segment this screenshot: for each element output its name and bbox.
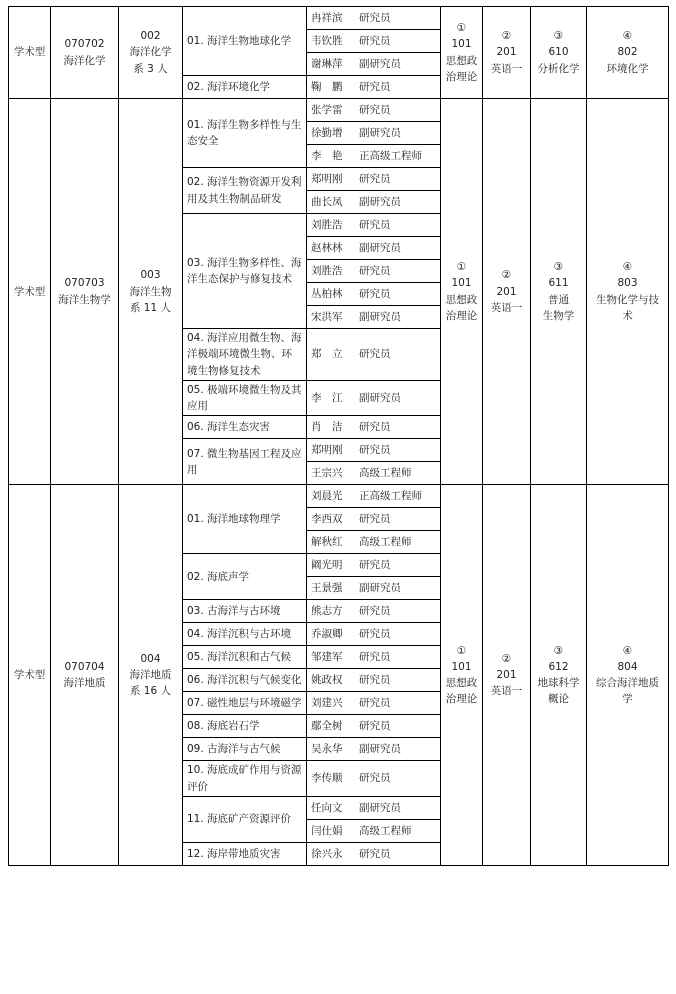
exam-subject-line: 804 — [617, 660, 638, 673]
exam-subject-line: ③ — [553, 261, 564, 274]
exam-subject-cell — [587, 99, 669, 485]
supervisor-cell — [307, 439, 441, 462]
supervisor-cell — [307, 577, 441, 600]
supervisor-cell — [307, 462, 441, 485]
exam-subject-stack — [591, 259, 664, 324]
exam-subject-line: 612 — [548, 660, 569, 673]
supervisor-cell — [307, 30, 441, 53]
supervisor-entry — [311, 488, 436, 504]
supervisor-title: 研究员 — [359, 11, 391, 24]
exam-subject-stack — [445, 20, 478, 85]
exam-subject-line: 802 — [617, 46, 638, 59]
supervisor-title: 研究员 — [359, 697, 391, 710]
supervisor-name: 阚光明 — [311, 559, 343, 572]
exam-subject-line: 环境化学 — [606, 62, 649, 75]
supervisor-name: 赵林林 — [311, 241, 343, 254]
supervisor-title: 副研究员 — [359, 743, 401, 756]
supervisor-entry — [311, 442, 436, 458]
department-line: 003 — [140, 269, 161, 282]
department-line: 系 16 人 — [129, 685, 172, 698]
supervisor-cell — [307, 191, 441, 214]
exam-subject-line: 英语一 — [490, 301, 523, 314]
supervisor-name: 任向文 — [311, 801, 343, 814]
supervisor-cell — [307, 669, 441, 692]
supervisor-name: 熊志方 — [311, 605, 343, 618]
table-row — [9, 99, 669, 122]
supervisor-entry — [311, 557, 436, 573]
supervisor-title: 副研究员 — [359, 310, 401, 323]
research-direction: 10. 海底成矿作用与资源评价 — [183, 761, 307, 797]
exam-subject-line: 201 — [496, 46, 517, 59]
department-line: 系 11 人 — [129, 301, 172, 314]
supervisor-entry — [311, 603, 436, 619]
supervisor-title: 研究员 — [359, 264, 391, 277]
supervisor-title: 研究员 — [359, 287, 391, 300]
exam-subject-line: 思想政 — [445, 54, 478, 67]
research-direction: 04. 海洋沉积与古环境 — [183, 623, 307, 646]
exam-subject-stack — [445, 643, 478, 708]
exam-subject-line: 201 — [496, 668, 517, 681]
supervisor-entry — [311, 240, 436, 256]
program-code-cell — [51, 7, 119, 99]
department-line: 海洋生物 — [129, 285, 172, 298]
program-code: 070704 — [64, 660, 105, 673]
exam-subject-line: 生物学 — [542, 309, 575, 322]
exam-subject-line: ④ — [622, 644, 633, 657]
supervisor-title: 高级工程师 — [359, 467, 412, 480]
exam-subject-line: 803 — [617, 277, 638, 290]
research-direction: 02. 海底声学 — [183, 554, 307, 600]
supervisor-name: 李 江 — [311, 391, 343, 404]
exam-subject-cell — [531, 485, 587, 866]
exam-subject-stack — [487, 267, 526, 316]
supervisor-name: 姚政权 — [311, 674, 343, 687]
research-direction: 02. 海洋环境化学 — [183, 76, 307, 99]
supervisor-entry — [311, 125, 436, 141]
supervisor-title: 研究员 — [359, 605, 391, 618]
supervisor-name: 李传顺 — [311, 772, 343, 785]
supervisor-cell — [307, 168, 441, 191]
research-direction: 03. 古海洋与古环境 — [183, 600, 307, 623]
supervisor-entry — [311, 263, 436, 279]
supervisor-entry — [311, 390, 436, 406]
exam-subject-stack — [535, 643, 582, 708]
supervisor-name: 王景强 — [311, 582, 343, 595]
research-direction: 06. 海洋生态灾害 — [183, 416, 307, 439]
admissions-table — [8, 6, 669, 866]
exam-subject-stack — [445, 259, 478, 324]
research-direction: 07. 磁性地层与环境磁学 — [183, 692, 307, 715]
supervisor-name: 谢琳萍 — [311, 57, 343, 70]
supervisor-name: 闫仕娟 — [311, 824, 343, 837]
exam-subject-line: ① — [456, 261, 467, 274]
department-line: 002 — [140, 30, 161, 43]
supervisor-title: 研究员 — [359, 720, 391, 733]
table-row — [9, 7, 669, 30]
supervisor-entry — [311, 741, 436, 757]
supervisor-cell — [307, 122, 441, 145]
program-major: 海洋生物学 — [58, 293, 111, 306]
supervisor-title: 正高级工程师 — [359, 149, 422, 162]
exam-subject-line: 概论 — [548, 693, 569, 706]
supervisor-entry — [311, 649, 436, 665]
supervisor-name: 徐兴永 — [311, 847, 343, 860]
supervisor-cell — [307, 7, 441, 30]
supervisor-name: 王宗兴 — [311, 467, 343, 480]
supervisor-name: 丛柏林 — [311, 287, 343, 300]
supervisor-entry — [311, 534, 436, 550]
research-direction: 02. 海洋生物资源开发利用及其生物制品研发 — [183, 168, 307, 214]
supervisor-title: 副研究员 — [359, 195, 401, 208]
exam-subject-line: ③ — [553, 30, 564, 43]
exam-subject-line: 101 — [451, 277, 472, 290]
supervisor-title: 研究员 — [359, 172, 391, 185]
exam-subject-line: 普通 — [548, 293, 569, 306]
exam-subject-cell — [441, 7, 483, 99]
supervisor-name: 肖 洁 — [311, 421, 343, 434]
supervisor-title: 研究员 — [359, 103, 391, 116]
supervisor-entry — [311, 217, 436, 233]
exam-subject-cell — [587, 485, 669, 866]
exam-subject-line: 综合海洋地质 — [596, 677, 659, 690]
supervisor-name: 吴永华 — [311, 743, 343, 756]
supervisor-title: 高级工程师 — [359, 824, 412, 837]
supervisor-cell — [307, 508, 441, 531]
supervisor-title: 研究员 — [359, 218, 391, 231]
supervisor-cell — [307, 715, 441, 738]
program-major: 海洋地质 — [63, 677, 106, 690]
exam-subject-cell — [441, 485, 483, 866]
supervisor-cell — [307, 214, 441, 237]
supervisor-entry — [311, 10, 436, 26]
supervisor-entry — [311, 79, 436, 95]
supervisor-entry — [311, 465, 436, 481]
supervisor-entry — [311, 846, 436, 862]
supervisor-cell — [307, 819, 441, 842]
exam-subject-line: 治理论 — [445, 693, 478, 706]
exam-subject-line: ② — [501, 652, 512, 665]
exam-subject-line: 思想政 — [445, 293, 478, 306]
department-cell — [119, 7, 183, 99]
supervisor-name: 徐勤增 — [311, 126, 343, 139]
supervisor-name: 李 艳 — [311, 149, 343, 162]
supervisor-name: 韦钦胜 — [311, 34, 343, 47]
research-direction: 04. 海洋应用微生物、海洋极端环境微生物、环境生物修复技术 — [183, 329, 307, 381]
exam-subject-line: 101 — [451, 660, 472, 673]
supervisor-title: 研究员 — [359, 421, 391, 434]
supervisor-name: 刘胜浩 — [311, 264, 343, 277]
department-cell — [119, 485, 183, 866]
program-code-stack — [55, 659, 114, 692]
supervisor-title: 研究员 — [359, 674, 391, 687]
research-direction: 05. 海洋沉积和古气候 — [183, 646, 307, 669]
department-line: 海洋地质 — [129, 668, 172, 681]
department-line: 海洋化学 — [129, 46, 172, 59]
research-direction: 07. 微生物基因工程及应用 — [183, 439, 307, 485]
supervisor-title: 副研究员 — [359, 582, 401, 595]
exam-subject-line: 生物化学与技 — [596, 293, 659, 306]
supervisor-title: 研究员 — [359, 628, 391, 641]
research-direction: 11. 海底矿产资源评价 — [183, 796, 307, 842]
supervisor-entry — [311, 419, 436, 435]
program-code-cell — [51, 485, 119, 866]
supervisor-cell — [307, 99, 441, 122]
research-direction: 01. 海洋地球物理学 — [183, 485, 307, 554]
research-direction: 06. 海洋沉积与气候变化 — [183, 669, 307, 692]
program-code: 070702 — [64, 38, 105, 51]
supervisor-name: 鄢全树 — [311, 720, 343, 733]
supervisor-title: 研究员 — [359, 513, 391, 526]
research-direction: 05. 极端环境微生物及其应用 — [183, 380, 307, 416]
program-code-cell — [51, 99, 119, 485]
exam-subject-line: 201 — [496, 285, 517, 298]
exam-subject-line: ③ — [553, 644, 564, 657]
supervisor-cell — [307, 761, 441, 797]
supervisor-name: 冉祥滨 — [311, 11, 343, 24]
exam-subject-line: 治理论 — [445, 70, 478, 83]
program-type-cell: 学术型 — [9, 7, 51, 99]
supervisor-name: 郑明刚 — [311, 172, 343, 185]
supervisor-cell — [307, 600, 441, 623]
supervisor-cell — [307, 237, 441, 260]
exam-subject-line: ② — [501, 30, 512, 43]
supervisor-title: 研究员 — [359, 80, 391, 93]
exam-subject-line: 地球科学 — [537, 677, 580, 690]
supervisor-title: 研究员 — [359, 34, 391, 47]
supervisor-title: 副研究员 — [359, 241, 401, 254]
exam-subject-line: 学 — [622, 693, 633, 706]
supervisor-cell — [307, 692, 441, 715]
exam-subject-line: ① — [456, 21, 467, 34]
supervisor-title: 研究员 — [359, 348, 391, 361]
supervisor-entry — [311, 770, 436, 786]
supervisor-entry — [311, 286, 436, 302]
exam-subject-line: 治理论 — [445, 309, 478, 322]
program-major: 海洋化学 — [63, 54, 106, 67]
exam-subject-line: ④ — [622, 261, 633, 274]
supervisor-cell — [307, 306, 441, 329]
research-direction: 09. 古海洋与古气候 — [183, 738, 307, 761]
supervisor-name: 李西双 — [311, 513, 343, 526]
supervisor-name: 张学雷 — [311, 103, 343, 116]
research-direction: 01. 海洋生物多样性与生态安全 — [183, 99, 307, 168]
program-code: 070703 — [64, 277, 105, 290]
exam-subject-line: 思想政 — [445, 677, 478, 690]
program-type-cell: 学术型 — [9, 99, 51, 485]
supervisor-cell — [307, 145, 441, 168]
supervisor-name: 宋洪军 — [311, 310, 343, 323]
supervisor-title: 研究员 — [359, 772, 391, 785]
supervisor-entry — [311, 800, 436, 816]
admissions-table-body — [9, 7, 669, 866]
department-line: 系 3 人 — [133, 62, 168, 75]
supervisor-name: 郑明刚 — [311, 444, 343, 457]
supervisor-cell — [307, 646, 441, 669]
supervisor-title: 高级工程师 — [359, 536, 412, 549]
supervisor-title: 副研究员 — [359, 391, 401, 404]
supervisor-entry — [311, 718, 436, 734]
department-stack — [123, 651, 178, 700]
exam-subject-line: ② — [501, 269, 512, 282]
supervisor-title: 研究员 — [359, 651, 391, 664]
supervisor-cell — [307, 796, 441, 819]
exam-subject-cell — [483, 485, 531, 866]
supervisor-title: 研究员 — [359, 559, 391, 572]
exam-subject-cell — [531, 99, 587, 485]
exam-subject-cell — [441, 99, 483, 485]
supervisor-entry — [311, 695, 436, 711]
supervisor-entry — [311, 672, 436, 688]
supervisor-entry — [311, 580, 436, 596]
supervisor-entry — [311, 148, 436, 164]
supervisor-entry — [311, 171, 436, 187]
supervisor-cell — [307, 554, 441, 577]
exam-subject-stack — [591, 28, 664, 77]
exam-subject-line: 101 — [451, 38, 472, 51]
supervisor-title: 副研究员 — [359, 126, 401, 139]
supervisor-entry — [311, 626, 436, 642]
supervisor-entry — [311, 511, 436, 527]
exam-subject-stack — [591, 643, 664, 708]
supervisor-cell — [307, 738, 441, 761]
supervisor-name: 郑 立 — [311, 348, 343, 361]
supervisor-name: 邹建军 — [311, 651, 343, 664]
supervisor-cell — [307, 380, 441, 416]
exam-subject-line: 英语一 — [490, 62, 523, 75]
supervisor-cell — [307, 329, 441, 381]
exam-subject-line: ④ — [622, 30, 633, 43]
exam-subject-cell — [483, 7, 531, 99]
exam-subject-cell — [531, 7, 587, 99]
supervisor-entry — [311, 309, 436, 325]
program-code-stack — [55, 275, 114, 308]
supervisor-name: 鞠 鹏 — [311, 80, 343, 93]
exam-subject-cell — [483, 99, 531, 485]
program-code-stack — [55, 36, 114, 69]
department-stack — [123, 267, 178, 316]
supervisor-cell — [307, 485, 441, 508]
exam-subject-line: ① — [456, 644, 467, 657]
exam-subject-line: 611 — [548, 277, 569, 290]
supervisor-cell — [307, 53, 441, 76]
exam-subject-stack — [487, 651, 526, 700]
supervisor-entry — [311, 56, 436, 72]
supervisor-title: 研究员 — [359, 444, 391, 457]
supervisor-entry — [311, 823, 436, 839]
supervisor-cell — [307, 531, 441, 554]
supervisor-title: 研究员 — [359, 847, 391, 860]
table-row — [9, 485, 669, 508]
exam-subject-line: 英语一 — [490, 685, 523, 698]
department-stack — [123, 28, 178, 77]
exam-subject-line: 610 — [548, 46, 569, 59]
exam-subject-line: 术 — [622, 309, 633, 322]
research-direction: 03. 海洋生物多样性、海洋生态保护与修复技术 — [183, 214, 307, 329]
supervisor-entry — [311, 346, 436, 362]
research-direction: 01. 海洋生物地球化学 — [183, 7, 307, 76]
supervisor-cell — [307, 416, 441, 439]
program-type-cell: 学术型 — [9, 485, 51, 866]
supervisor-cell — [307, 76, 441, 99]
research-direction: 12. 海岸带地质灾害 — [183, 842, 307, 865]
supervisor-cell — [307, 842, 441, 865]
exam-subject-stack — [535, 28, 582, 77]
supervisor-cell — [307, 623, 441, 646]
supervisor-name: 曲长凤 — [311, 195, 343, 208]
department-line: 004 — [140, 652, 161, 665]
supervisor-entry — [311, 194, 436, 210]
supervisor-entry — [311, 33, 436, 49]
supervisor-name: 刘晨光 — [311, 490, 343, 503]
supervisor-title: 正高级工程师 — [359, 490, 422, 503]
supervisor-name: 刘建兴 — [311, 697, 343, 710]
supervisor-title: 副研究员 — [359, 57, 401, 70]
exam-subject-stack — [535, 259, 582, 324]
exam-subject-line: 分析化学 — [537, 62, 580, 75]
supervisor-entry — [311, 102, 436, 118]
exam-subject-stack — [487, 28, 526, 77]
exam-subject-cell — [587, 7, 669, 99]
research-direction: 08. 海底岩石学 — [183, 715, 307, 738]
supervisor-name: 刘胜浩 — [311, 218, 343, 231]
supervisor-title: 副研究员 — [359, 801, 401, 814]
supervisor-name: 乔淑卿 — [311, 628, 343, 641]
supervisor-name: 解秋红 — [311, 536, 343, 549]
department-cell — [119, 99, 183, 485]
supervisor-cell — [307, 283, 441, 306]
supervisor-cell — [307, 260, 441, 283]
